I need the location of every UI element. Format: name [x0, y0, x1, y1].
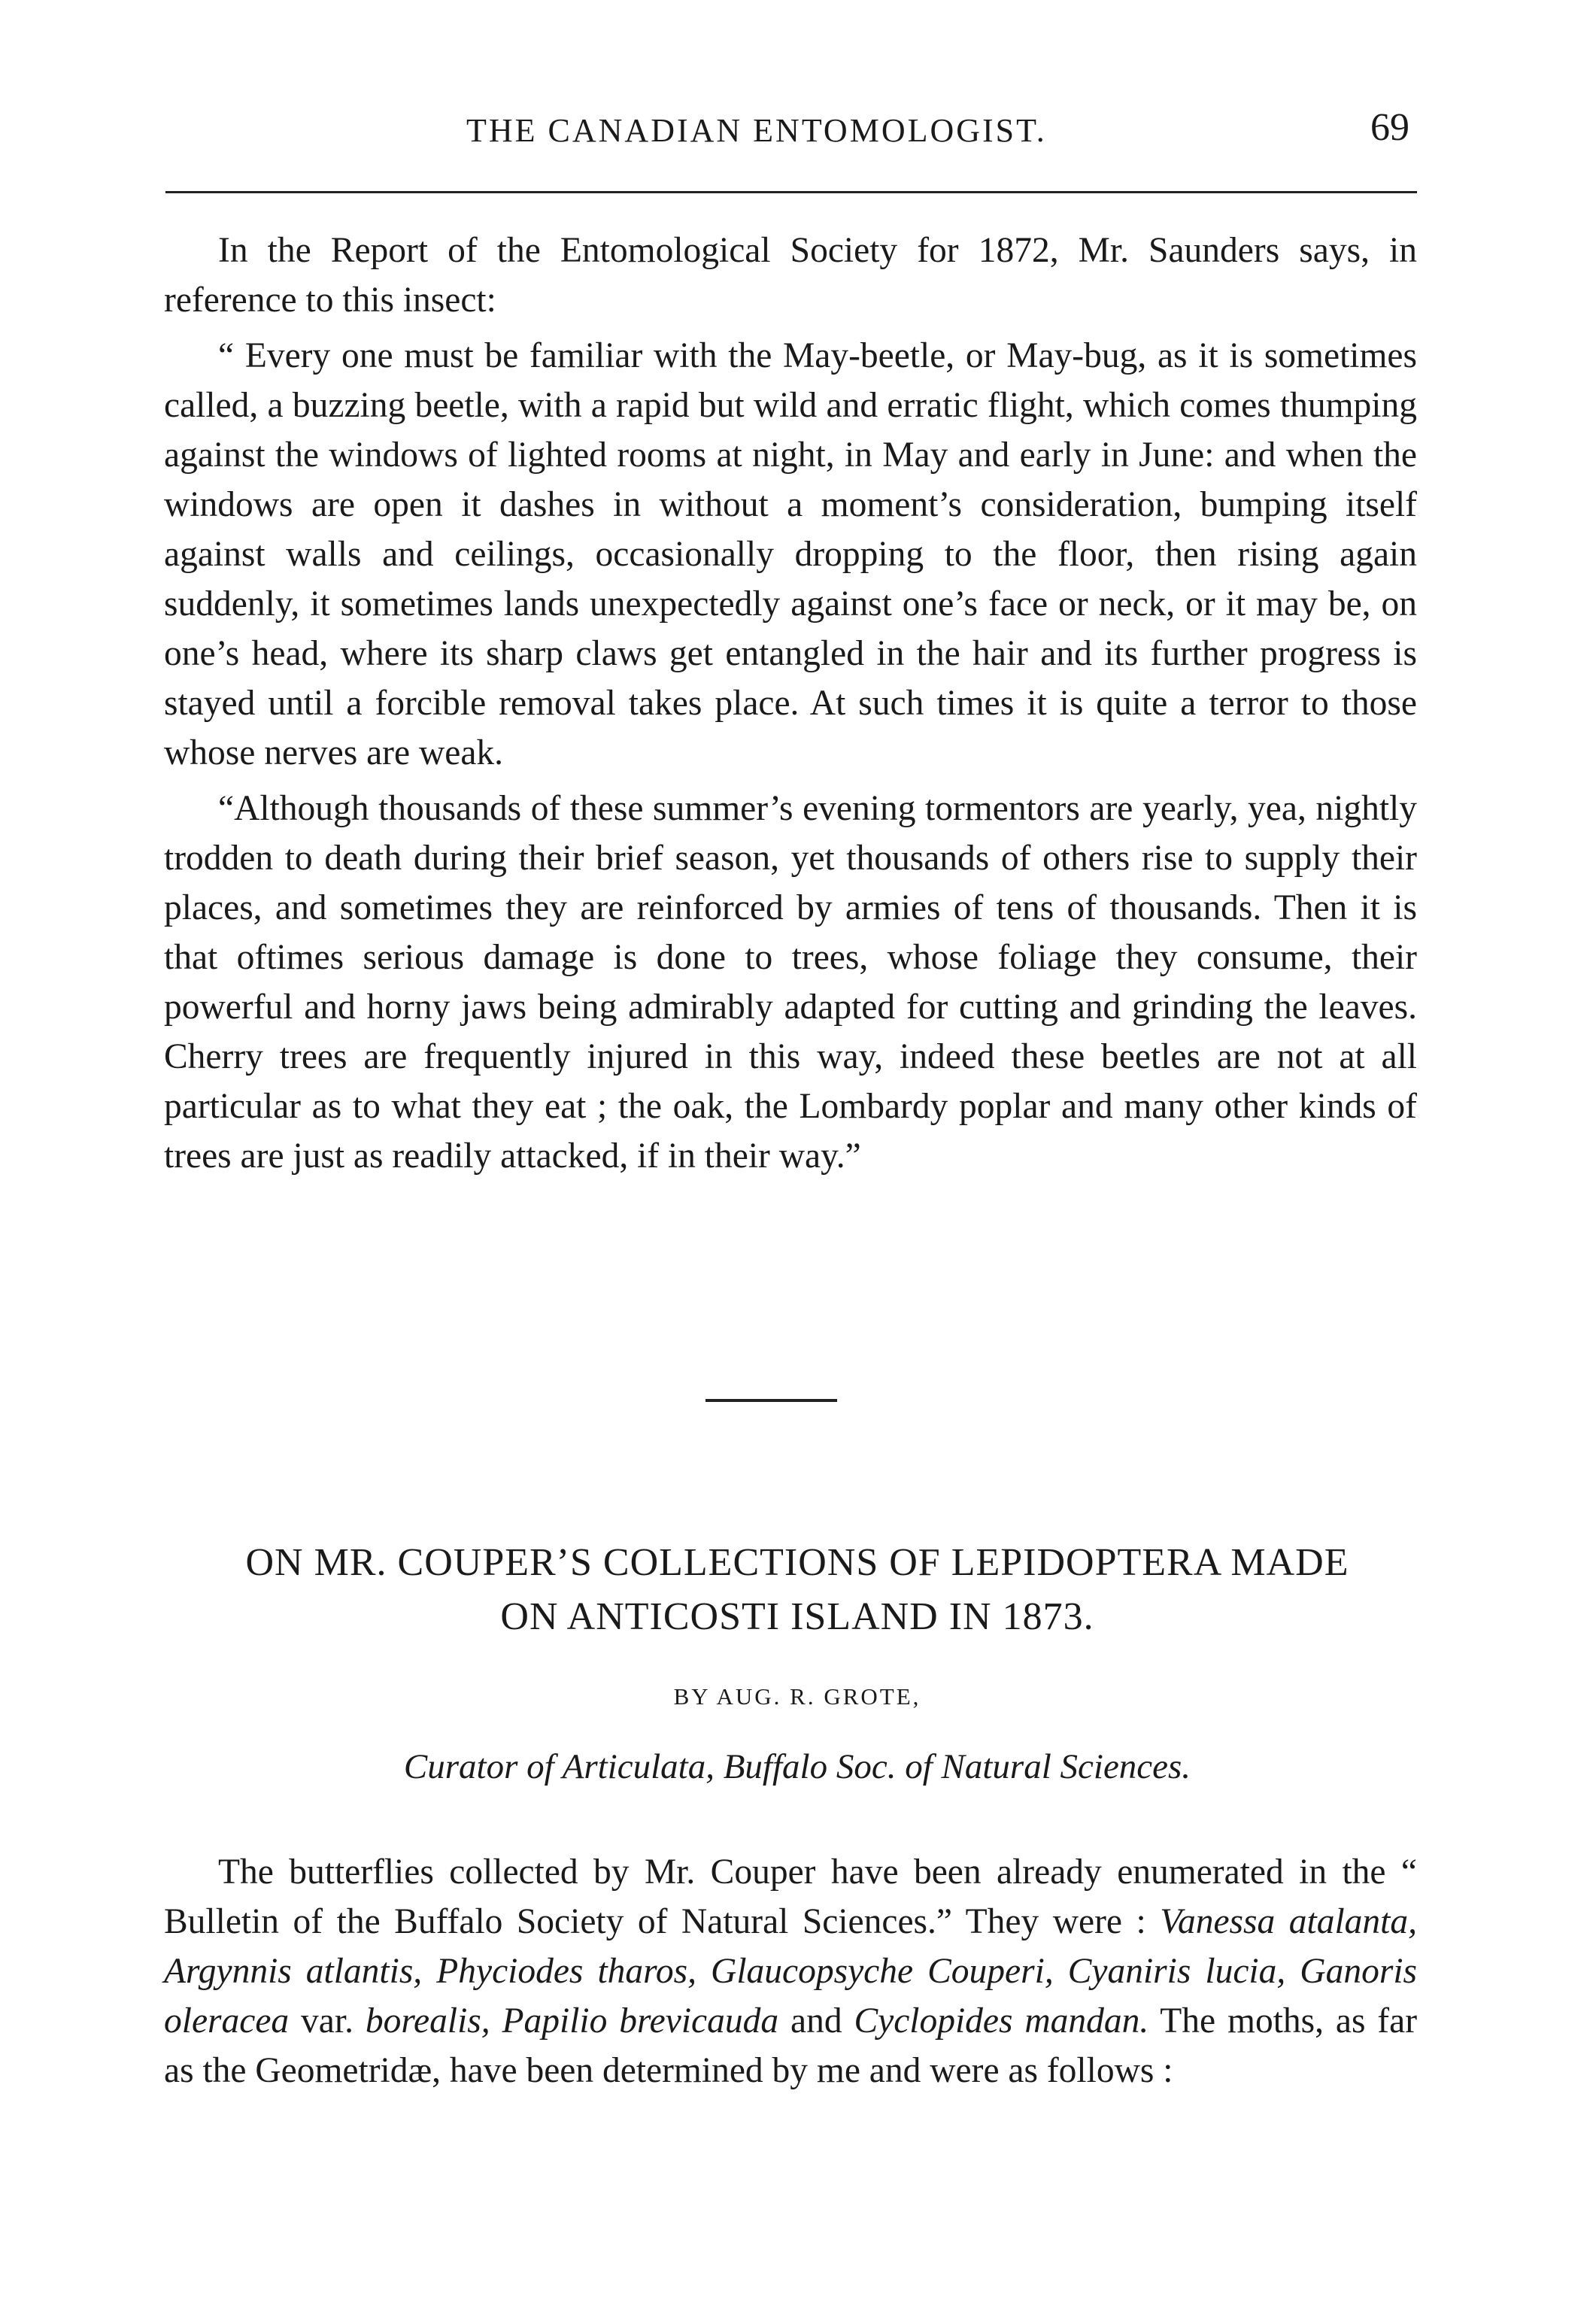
- text-run: var.: [289, 2001, 366, 2041]
- article-body: [164, 1847, 1417, 2101]
- species-list-italic: Vanessa atalanta, Argynnis atlantis, Phyciodes tharos, Glaucopsyche Couperi, Cyaniris lucia, Ganoris oleracea: [164, 1902, 1417, 2041]
- article-title: [150, 1536, 1444, 1644]
- text-run: The butterflies collected by Mr. Couper have been already enumerated in the “ Bulletin of the Buffalo Society of Natural Sciences.” They were :: [164, 1852, 1417, 1941]
- header-rule: [165, 191, 1417, 193]
- quote-paragraph-2: “Although thousands of these summer’s evening tormentors are yearly, yea, nightly trodden to death during their brief season, yet thousands of others rise to supply their places, and sometimes they are reinforced by armies of tens of thousands. Then it is that oftimes serious damage is done to trees, whose foliage they consume, their powerful and horny jaws being admirably adapted for cutting and grinding the leaves. Cherry trees are frequently injured in this way, indeed these beetles are not at all particular as to what they eat ; the oak, the Lombardy poplar and many other kinds of trees are just as readily attacked, if in their way.”: [164, 789, 1417, 1176]
- page-number: 69: [1370, 106, 1409, 149]
- quote-paragraph-1: “ Every one must be familiar with the May-beetle, or May-bug, as it is sometimes called, a buzzing beetle, with a rapid but wild and erratic flight, which comes thumping against the windows of lighted rooms at night, in May and early in June: and when the windows are open it dashes in without a moment’s consideration, bumping itself against walls and ceilings, occasionally dropping to the floor, then rising again suddenly, it sometimes lands unexpectedly against one’s face or neck, or it may be, on one’s head, where its sharp claws get entangled in the hair and its further progress is stayed until a forcible removal takes place. At such times it is quite a terror to those whose nerves are weak.: [164, 336, 1417, 772]
- report-quotation-block: [164, 226, 1417, 1187]
- article-title-line-1: ON MR. COUPER’S COLLECTIONS OF LEPIDOPTERA MADE: [245, 1541, 1349, 1584]
- article-title-line-2: ON ANTICOSTI ISLAND IN 1873.: [500, 1595, 1094, 1638]
- text-run: The moths, as far as the Geometridæ, have been determined by me and were as follows :: [164, 2001, 1418, 2090]
- author-byline: BY AUG. R. GROTE,: [673, 1683, 921, 1710]
- intro-paragraph: In the Report of the Entomological Society for 1872, Mr. Saunders says, in reference to this insect:: [164, 231, 1417, 320]
- author-affiliation: Curator of Articulata, Buffalo Soc. of Natural Sciences.: [403, 1747, 1191, 1786]
- section-divider: [705, 1399, 837, 1402]
- species-list-italic: borealis, Papilio brevicauda: [365, 2001, 779, 2041]
- species-list-italic: Cyclopides mandan.: [854, 2001, 1149, 2041]
- article-paragraph: [164, 1847, 1417, 2095]
- running-head: THE CANADIAN ENTOMOLOGIST.: [466, 112, 1047, 149]
- text-run: and: [778, 2001, 854, 2041]
